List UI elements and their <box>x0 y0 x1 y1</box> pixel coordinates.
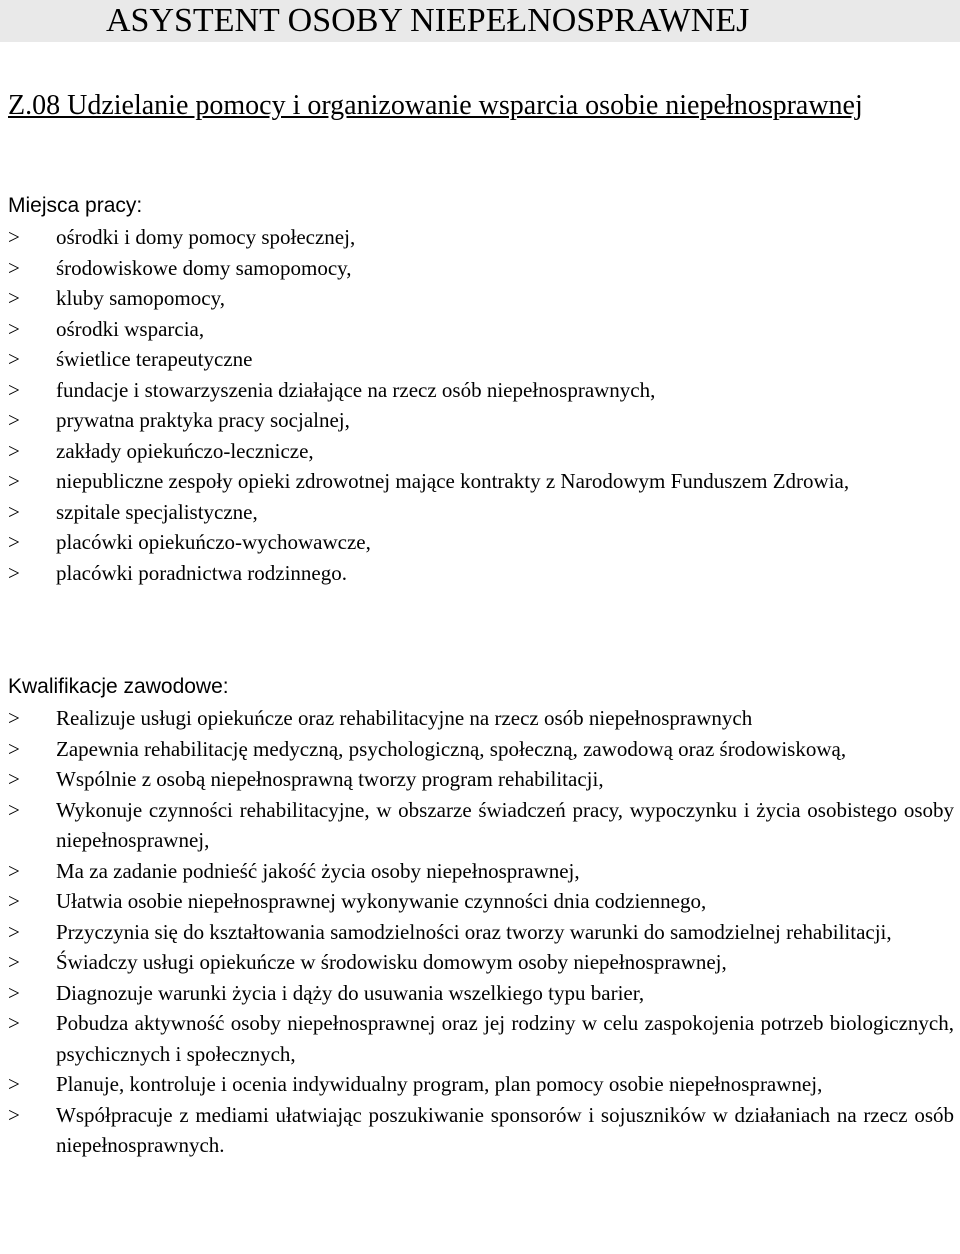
bullet-marker: > <box>8 438 20 463</box>
list-item <box>8 558 954 589</box>
bullet-marker: > <box>8 316 20 341</box>
list-item <box>8 527 954 558</box>
list-item-text: ośrodki wsparcia, <box>56 316 205 341</box>
unit-title: Z.08 Udzielanie pomocy i organizowanie wsparcia osobie niepełnosprawnej <box>8 90 863 121</box>
list-item-text: środowiskowe domy samopomocy, <box>56 255 352 280</box>
list-item-text: Świadczy usługi opiekuńcze w środowisku domowym osoby niepełnosprawnej, <box>56 950 727 974</box>
bullet-marker: > <box>8 797 20 822</box>
list-item <box>8 466 954 497</box>
qualifications-list <box>8 703 954 1161</box>
list-item <box>8 978 954 1009</box>
bullet-marker: > <box>8 858 20 883</box>
list-item <box>8 734 954 765</box>
list-item <box>8 764 954 795</box>
bullet-marker: > <box>8 560 20 585</box>
list-item-text: ośrodki i domy pomocy społecznej, <box>56 225 356 249</box>
list-item-text: Wspólnie z osobą niepełnosprawną tworzy program rehabilitacji, <box>56 767 604 791</box>
workplaces-heading: Miejsca pracy: <box>8 194 143 217</box>
list-item-text: zakłady opiekuńczo-lecznicze, <box>56 438 314 463</box>
bullet-marker: > <box>8 499 20 524</box>
list-item <box>8 344 954 375</box>
bullet-marker: > <box>8 225 20 249</box>
list-item-text: placówki opiekuńczo-wychowawcze, <box>56 530 371 554</box>
list-item <box>8 886 954 917</box>
list-item <box>8 703 954 734</box>
bullet-marker: > <box>8 980 20 1005</box>
list-item <box>8 1100 954 1161</box>
bullet-marker: > <box>8 767 20 791</box>
list-item-text: szpitale specjalistyczne, <box>56 499 258 524</box>
list-item-text: kluby samopomocy, <box>56 286 225 310</box>
list-item-text: Diagnozuje warunki życia i dąży do usuwania wszelkiego typu barier, <box>56 980 645 1005</box>
list-item <box>8 1008 954 1069</box>
list-item <box>8 283 954 314</box>
bullet-marker: > <box>8 889 20 913</box>
list-item-text: Przyczynia się do kształtowania samodzielności oraz tworzy warunki do samodzielnej rehabilitacji, <box>56 919 892 944</box>
list-item <box>8 795 954 856</box>
workplaces-list <box>8 222 954 588</box>
bullet-marker: > <box>8 347 20 371</box>
list-item <box>8 253 954 284</box>
list-item <box>8 917 954 948</box>
list-item <box>8 856 954 887</box>
bullet-marker: > <box>8 1072 20 1096</box>
list-item-text: fundacje i stowarzyszenia działające na rzecz osób niepełnosprawnych, <box>56 377 656 402</box>
list-item-text: Zapewnia rehabilitację medyczną, psychologiczną, społeczną, zawodową oraz środowiskową, <box>56 736 847 761</box>
list-item-text: świetlice terapeutyczne <box>56 347 253 371</box>
list-item-text: Pobudza aktywność osoby niepełnosprawnej oraz jej rodziny w celu zaspokojenia potrzeb biologicznych, psychicznych i społecznych, <box>56 1011 954 1066</box>
list-item-text: Ułatwia osobie niepełnosprawnej wykonywanie czynności dnia codziennego, <box>56 889 707 913</box>
bullet-marker: > <box>8 1102 20 1127</box>
bullet-marker: > <box>8 706 20 730</box>
bullet-marker: > <box>8 530 20 554</box>
bullet-marker: > <box>8 408 20 432</box>
bullet-marker: > <box>8 377 20 402</box>
list-item <box>8 436 954 467</box>
list-item <box>8 947 954 978</box>
list-item-text: Wykonuje czynności rehabilitacyjne, w obszarze świadczeń pracy, wypoczynku i życia osobistego osoby niepełnosprawnej, <box>56 797 954 852</box>
list-item-text: niepubliczne zespoły opieki zdrowotnej mające kontrakty z Narodowym Funduszem Zdrowia, <box>56 469 850 493</box>
list-item-text: Planuje, kontroluje i ocenia indywidualny program, plan pomocy osobie niepełnosprawnej, <box>56 1072 823 1096</box>
list-item <box>8 222 954 253</box>
bullet-marker: > <box>8 255 20 280</box>
bullet-marker: > <box>8 469 20 493</box>
list-item <box>8 405 954 436</box>
list-item <box>8 314 954 345</box>
list-item <box>8 1069 954 1100</box>
list-item <box>8 497 954 528</box>
list-item-text: Współpracuje z mediami ułatwiając poszukiwanie sponsorów i sojuszników w działaniach na rzecz osób niepełnosprawnych. <box>56 1102 954 1157</box>
qualifications-heading: Kwalifikacje zawodowe: <box>8 675 229 698</box>
document-title: ASYSTENT OSOBY NIEPEŁNOSPRAWNEJ <box>106 2 750 39</box>
bullet-marker: > <box>8 286 20 310</box>
list-item <box>8 375 954 406</box>
bullet-marker: > <box>8 919 20 944</box>
list-item-text: prywatna praktyka pracy socjalnej, <box>56 408 350 432</box>
list-item-text: placówki poradnictwa rodzinnego. <box>56 560 347 585</box>
bullet-marker: > <box>8 1011 20 1035</box>
list-item-text: Realizuje usługi opiekuńcze oraz rehabilitacyjne na rzecz osób niepełnosprawnych <box>56 706 753 730</box>
bullet-marker: > <box>8 950 20 974</box>
list-item-text: Ma za zadanie podnieść jakość życia osoby niepełnosprawnej, <box>56 858 580 883</box>
bullet-marker: > <box>8 736 20 761</box>
